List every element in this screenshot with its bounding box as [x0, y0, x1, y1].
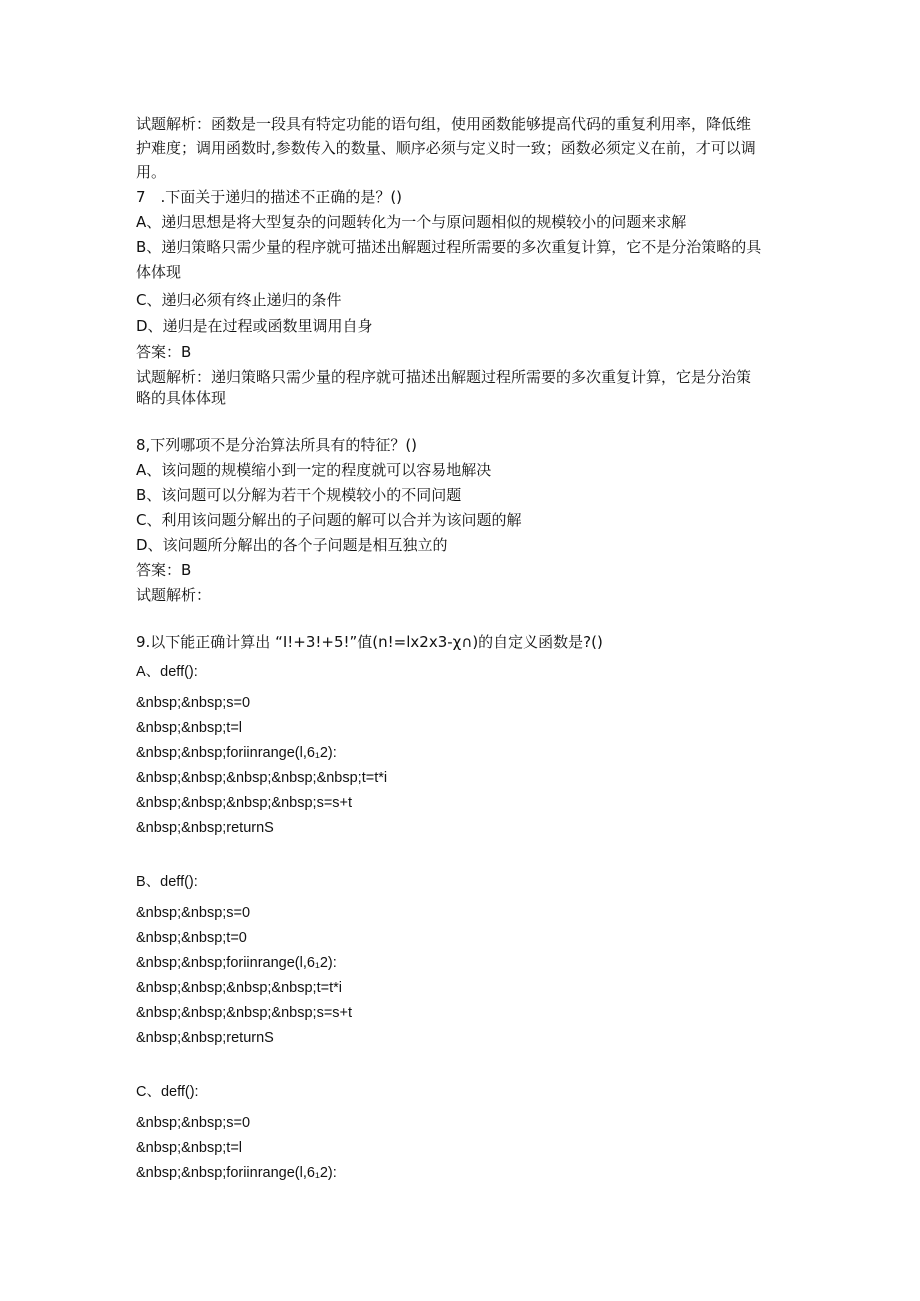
q6-explanation-line-3: 用。	[136, 163, 167, 181]
q9-option-a-code-line: &nbsp;&nbsp;s=0	[136, 695, 251, 711]
q7-option-b-line-1: B、递归策略只需少量的程序就可描述出解题过程所需要的多次重复计算，它不是分治策略的具	[136, 238, 762, 256]
q7-option-a: A、递归思想是将大型复杂的问题转化为一个与原问题相似的规模较小的问题来求解	[136, 213, 687, 231]
q9-option-b-header: B、deff():	[136, 874, 198, 890]
q9-option-c-code-line: &nbsp;&nbsp;s=0	[136, 1115, 251, 1131]
q8-option-c: C、利用该问题分解出的子问题的解可以合并为该问题的解	[136, 511, 522, 529]
q8-answer: 答案：B	[136, 561, 192, 579]
q7-answer: 答案：B	[136, 343, 192, 361]
q9-option-c-code-line: &nbsp;&nbsp;foriinrange(l,6₁2):	[136, 1165, 337, 1181]
q8-question: 8,下列哪项不是分治算法所具有的特征？()	[136, 436, 418, 454]
q9-question: 9.以下能正确计算出 “I!+3!+5!”值(n!=lx2x3-χ∩)的自定义函数是?()	[136, 633, 603, 651]
q7-option-c: C、递归必须有终止递归的条件	[136, 291, 342, 309]
q9-option-b-code-line: &nbsp;&nbsp;t=0	[136, 930, 247, 946]
q9-option-a-code-line: &nbsp;&nbsp;&nbsp;&nbsp;&nbsp;t=t*i	[136, 770, 388, 786]
q7-option-d: D、递归是在过程或函数里调用自身	[136, 317, 373, 335]
q8-option-d: D、该问题所分解出的各个子问题是相互独立的	[136, 536, 448, 554]
q9-option-a-code-line: &nbsp;&nbsp;returnS	[136, 820, 274, 836]
q9-option-a-header: A、deff():	[136, 664, 198, 680]
q9-option-b-code-line: &nbsp;&nbsp;&nbsp;&nbsp;s=s+t	[136, 1005, 353, 1021]
q9-option-b-code-line: &nbsp;&nbsp;&nbsp;&nbsp;t=t*i	[136, 980, 342, 996]
q8-option-a: A、该问题的规模缩小到一定的程度就可以容易地解决	[136, 461, 492, 479]
q6-explanation-line-2: 护难度；调用函数时,参数传入的数量、顺序必须与定义时一致；函数必须定义在前，才可以调	[136, 139, 756, 157]
q9-option-c-code-line: &nbsp;&nbsp;t=l	[136, 1140, 243, 1156]
q7-option-b-line-2: 体体现	[136, 263, 182, 281]
q9-option-a-code-line: &nbsp;&nbsp;t=l	[136, 720, 243, 736]
q9-option-b-code-line: &nbsp;&nbsp;s=0	[136, 905, 251, 921]
q9-option-a-code-line: &nbsp;&nbsp;&nbsp;&nbsp;s=s+t	[136, 795, 353, 811]
q7-question: 7 .下面关于递归的描述不正确的是？()	[136, 188, 403, 206]
q7-explanation-line-2: 略的具体体现	[136, 389, 227, 407]
q9-option-a-code-line: &nbsp;&nbsp;foriinrange(l,6₁2):	[136, 745, 337, 761]
q9-option-b-code-line: &nbsp;&nbsp;returnS	[136, 1030, 274, 1046]
q9-option-b-code-line: &nbsp;&nbsp;foriinrange(l,6₁2):	[136, 955, 337, 971]
q6-explanation-line-1: 试题解析：函数是一段具有特定功能的语句组，使用函数能够提高代码的重复利用率，降低维	[136, 115, 752, 133]
q8-explanation: 试题解析：	[136, 586, 212, 604]
q8-option-b: B、该问题可以分解为若干个规模较小的不同问题	[136, 486, 462, 504]
q9-option-c-header: C、deff():	[136, 1084, 199, 1100]
q7-explanation-line-1: 试题解析：递归策略只需少量的程序就可描述出解题过程所需要的多次重复计算，它是分治策	[136, 368, 752, 386]
